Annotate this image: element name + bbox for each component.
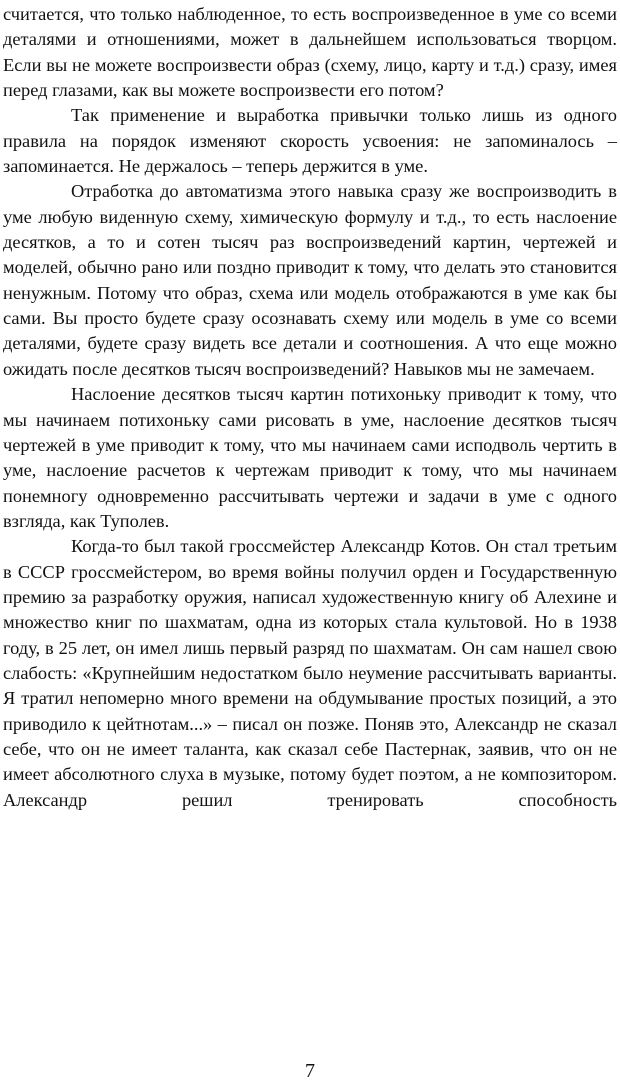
paragraph-3: Отработка до автоматизма этого навыка сразу же воспроизводить в уме любую виденную схему, химическую формулу и т.д., то есть наслоение десятков, а то и сотен тысяч раз воспроизведений картин, чертежей и моделей, обычно рано или поздно приводит к тому, что делать это становится ненужным. Потому что образ, схема или модель отображаются в уме как бы сами. Вы просто будете сразу осознавать схему или модель в уме со всеми деталями, будете сразу видеть все детали и соотношения. А что еще можно ожидать после десятков тысяч воспроизведений? Навыков мы не замечаем. — [3, 181, 617, 379]
paragraph-2: Так применение и выработка привычки только лишь из одного правила на порядок изменяют скорость усвоения: не запоминалось – запоминается. Не держалось – теперь держится в уме. — [3, 105, 617, 177]
paragraph-5: Когда-то был такой гроссмейстер Александр Котов. Он стал третьим в СССР гроссмейстером, во время войны получил орден и Государственную премию за разработку оружия, написал художественную книгу об Алехине и множество книг по шахматам, одна из которых стала культовой. Но в 1938 году, в 25 лет, он имел лишь первый разряд по шахматам. Он сам нашел свою слабость: «Крупнейшим недостатком было неумение рассчитывать варианты. Я тратил непомерно много времени на обдумывание простых позиций, а это приводило к цейтнотам...» – писал он позже. Поняв это, Александр не сказал себе, что он не имеет таланта, как сказал себе Пастернак, заявив, что он не имеет абсолютного слуха в музыке, потому будет поэтом, а не композитором. Александр решил тренировать способность — [3, 536, 617, 810]
page-number: 7 — [305, 1060, 315, 1082]
paragraph-1: считается, что только наблюденное, то есть воспроизведенное в уме со всеми деталями и отношениями, может в дальнейшем использоваться творцом. Если вы не можете воспроизвести образ (схему, лицо, карту и т.д.) сразу, имея перед глазами, как вы можете воспроизвести его потом? — [3, 4, 617, 101]
body-text — [3, 2, 617, 813]
paragraph-4: Наслоение десятков тысяч картин потихоньку приводит к тому, что мы начинаем потихоньку сами рисовать в уме, наслоение десятков тысяч чертежей в уме приводит к тому, что мы начинаем сами исподволь чертить в уме, наслоение расчетов к чертежам приводит к тому, что мы начинаем понемногу одновременно рассчитывать чертежи и задачи в уме с одного взгляда, как Туполев. — [3, 384, 617, 531]
